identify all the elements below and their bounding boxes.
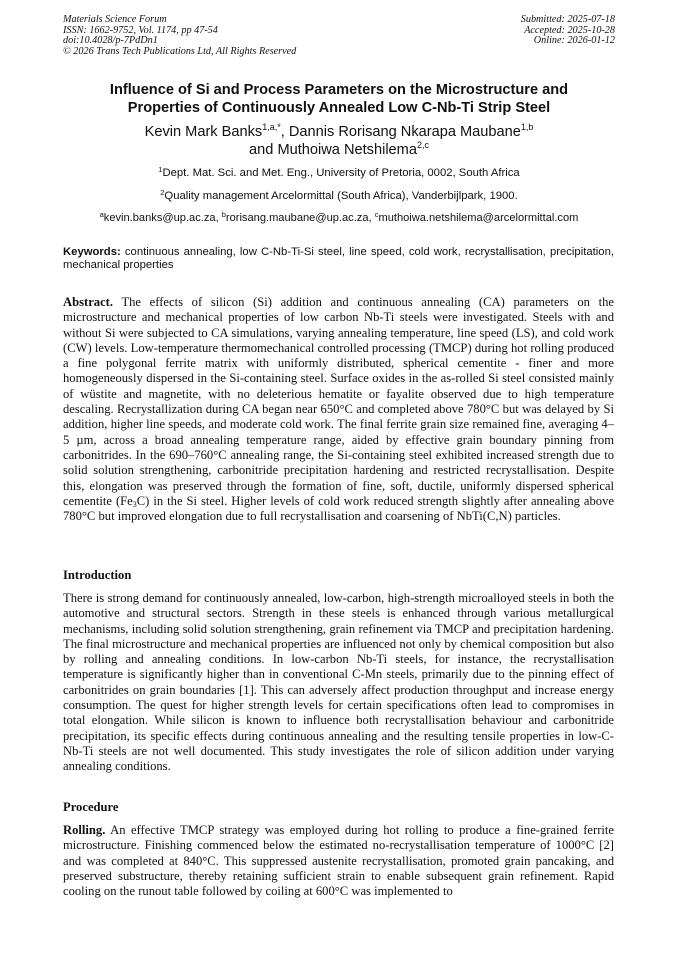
keywords-label: Keywords: <box>63 246 121 258</box>
title-line-1: Influence of Si and Process Parameters on the Microstructure and <box>109 82 569 98</box>
submitted-date: Submitted: 2025-07-18 <box>520 14 615 25</box>
affiliation-1-marker: 1 <box>158 165 163 174</box>
author-1-affiliation: 1,a,* <box>262 122 281 132</box>
author-separator: , <box>280 124 289 140</box>
online-date: Online: 2026-01-12 <box>533 35 615 47</box>
author-list <box>60 123 618 159</box>
email-b-marker: b <box>221 210 226 219</box>
author-emails <box>60 212 618 225</box>
affiliation-1-text: Dept. Mat. Sci. and Met. Eng., University of Pretoria, 0002, South Africa <box>162 167 520 179</box>
title-line-2: Properties of Continuously Annealed Low C-Nb-Ti Strip Steel <box>127 99 551 116</box>
rolling-paragraph <box>63 823 614 899</box>
journal-name: Materials Science Forum <box>63 14 167 25</box>
email-c-marker: c <box>374 210 379 219</box>
affiliation-1 <box>60 167 618 180</box>
email-a-marker: a <box>99 210 104 219</box>
author-1: Kevin Mark Banks <box>144 124 263 140</box>
author-3: Muthoiwa Netshilema <box>277 142 417 158</box>
issn: ISSN: 1662-9752, Vol. 1174, pp 47-54 <box>63 24 218 36</box>
rolling-label: Rolling. <box>63 823 106 837</box>
introduction-heading: Introduction <box>63 568 132 582</box>
email-a: kevin.banks@up.ac.za, <box>103 212 222 224</box>
abstract-subscript: 3 <box>132 499 137 509</box>
email-b: rorisang.maubane@up.ac.za, <box>225 212 375 224</box>
author-2-affiliation: 1,b <box>520 122 534 132</box>
dates-header <box>521 15 615 47</box>
author-and: and <box>249 142 278 158</box>
introduction-paragraph: There is strong demand for continuously annealed, low-carbon, high-strength microalloyed steels in both the automotive and structural sectors. Strength in these steels is enhanced through various metallurgical mechanisms, including solid solution strengthening, grain refinement via TMCP and precipitation hardening. The final microstructure and mechanical properties are influenced not only by chemical composition but also by rolling and annealing conditions. In low-carbon Nb-Ti steels, for instance, the recrystallisation temperature is significantly higher than in conventional C-Mn steels, primarily due to the pinning effect of carbonitrides on grain boundaries [1]. This can adversely affect production throughput and increase energy consumption. The quest for higher strength levels for certain specifications often lead to compromises in total elongation. While silicon is known to influence both recrystallisation behaviour and carbonitride precipitation, its specific effects during continuous annealing and the resulting tensile properties in low-C-Nb-Ti steels are not well documented. This study investigates the role of silicon addition under varying annealing conditions. <box>63 591 614 774</box>
keywords-text: continuous annealing, low C-Nb-Ti-Si steel, line speed, cold work, recrystallisation, precipitation, mechanical properties <box>63 246 614 272</box>
procedure-heading: Procedure <box>63 800 119 814</box>
abstract-text-2: C) in the Si steel. Higher levels of cold work reduced strength slightly after annealing above 780°C but improved elongation due to full recrystallisation and coarsening of NbTi(C,N) particles. <box>63 493 614 524</box>
author-3-affiliation: 2,c <box>416 140 429 150</box>
abstract-text-1: The effects of silicon (Si) addition and continuous annealing (CA) parameters on the microstructure and mechanical properties of low carbon Nb-Ti steels were investigated. Steels with and without Si were subjected to CA simulations, varying annealing temperature, line speed (LS), and cold work (CW) levels. Low-temperature thermomechanical controlled processing (TMCP) during hot rolling produced a fine polygonal ferrite matrix with uniformly distributed, spherical cementite - finer and more homogeneously dispersed in the Si-containing steel. Surface oxides in the as-rolled Si steel consisted mainly of wüstite and magnetite, with no deleterious hematite or fayalite observed due to high temperature descaling. Recrystallization during CA began near 650°C and completed above 780°C but was delayed by Si addition, higher line speeds, and moderate cold work. The final ferrite grain size remained fine, averaging 4–5 µm, across a broad annealing temperature range, aided by effective grain boundary pinning from carbonitrides. In the 690–760°C annealing range, the Si-containing steel exhibited increased strength due to solid solution strengthening, carbonitride precipitation hardening and restricted recrystallisation. Despite this, elongation was preserved through the formation of fine, soft, ductile, uniformly dispersed spherical cementite (Fe <box>63 295 614 508</box>
doi: doi:10.4028/p-7PdDn1 <box>63 35 158 47</box>
paper-title <box>60 82 618 117</box>
rolling-text: An effective TMCP strategy was employed during hot rolling to produce a fine-grained ferrite microstructure. Finishing commenced below the estimated no-recrystallisation temperature of 1000°C [2] and was completed at 840°C. This suppressed austenite recrystallisation, promoted grain pancaking, and preserved substructure, thereby retaining sufficient strain to enable subsequent grain refinement. Rapid cooling on the runout table followed by coiling at 600°C was implemented to <box>63 823 614 899</box>
abstract <box>63 295 614 524</box>
authors-line-2 <box>60 141 618 159</box>
affiliation-2-text: Quality management Arcelormittal (South Africa), Vanderbijlpark, 1900. <box>164 190 518 202</box>
accepted-date: Accepted: 2025-10-28 <box>524 24 615 36</box>
journal-header <box>63 15 296 57</box>
abstract-label: Abstract. <box>63 295 114 309</box>
affiliation-2 <box>60 190 618 203</box>
copyright: © 2026 Trans Tech Publications Ltd, All Rights Reserved <box>63 45 297 57</box>
author-2: Dannis Rorisang Nkarapa Maubane <box>288 124 521 140</box>
affiliation-2-marker: 2 <box>160 188 165 197</box>
authors-line-1 <box>60 123 618 141</box>
email-c: muthoiwa.netshilema@arcelormittal.com <box>378 212 579 224</box>
keywords <box>63 246 614 273</box>
